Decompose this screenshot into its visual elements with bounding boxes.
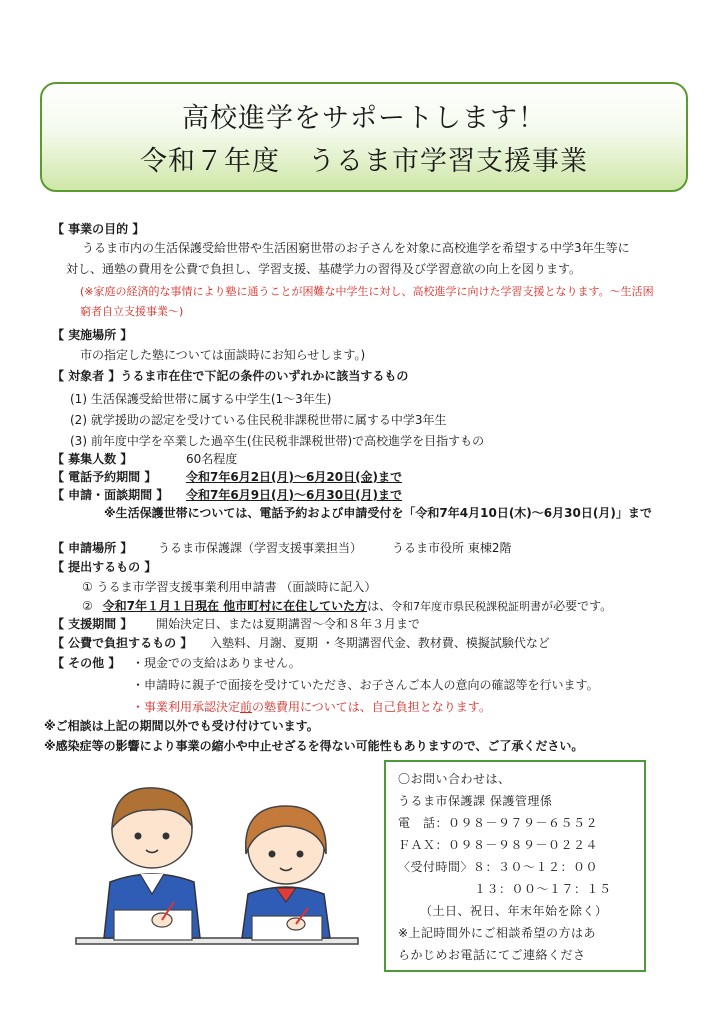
eligibility-item-3: (3) 前年度中学を卒業した過卒生(住民税非課税世帯)で高校進学を目指すもの bbox=[70, 434, 485, 448]
purpose-heading: 【 事業の目的 】 bbox=[52, 222, 145, 236]
recruit-value: 60名程度 bbox=[186, 452, 238, 466]
submit-item-2-condition: 令和7年１月１日現在 他市町村に在住していた方 bbox=[102, 599, 368, 613]
students-illustration bbox=[70, 770, 362, 970]
page-title: 高校進学をサポートします！ bbox=[182, 103, 546, 134]
other-item-3-c: の塾費用については、自己負担となります。 bbox=[252, 700, 491, 714]
other-item-3 bbox=[132, 699, 491, 715]
submit-item-2-mid: は、 bbox=[367, 599, 392, 613]
students-studying-icon bbox=[70, 770, 362, 970]
other-item-3-a: ・事業利用承認決定 bbox=[132, 700, 241, 714]
contact-fax: ＦＡＸ：０９８－９８９－０２２４ bbox=[398, 838, 599, 852]
contact-note-1: ※上記時間外にご相談希望の方はあ bbox=[398, 926, 597, 940]
venue-heading: 【 実施場所 】 bbox=[52, 328, 133, 342]
apply-place-value-2: うるま市役所 東棟2階 bbox=[392, 541, 512, 555]
title-banner bbox=[40, 82, 688, 192]
contact-hours-1: 〈受付時間〉８：３０～１２：００ bbox=[398, 860, 599, 874]
other-item-3-before: 前 bbox=[240, 700, 253, 714]
phone-period-label: 【 電話予約期間 】 bbox=[52, 470, 157, 484]
eligibility-item-1: (1) 生活保護受給世帯に属する中学生(1～3年生) bbox=[70, 392, 332, 406]
public-cost-label: 【 公費で負担するもの 】 bbox=[52, 636, 193, 650]
support-period-value: 開始決定日、または夏期講習～令和８年３月まで bbox=[156, 617, 421, 631]
purpose-note-1: (※家庭の経済的な事情により塾に通うことが困難な中学生に対し、高校進学に向けた学習支援となります。～生活困 bbox=[80, 285, 654, 298]
contact-note-2: らかじめお電話にてご連絡くださ bbox=[398, 948, 586, 962]
footnote-2: ※感染症等の影響により事業の縮小や中止せざるを得ない可能性もありますので、ご了承ください。 bbox=[44, 739, 584, 753]
support-period-label: 【 支援期間 】 bbox=[52, 617, 133, 631]
other-label: 【 その他 】 bbox=[52, 656, 121, 670]
eligibility-heading: 【 対象者 】うるま市在住で下記の条件のいずれかに該当するもの bbox=[52, 369, 409, 383]
submit-item-2 bbox=[82, 598, 612, 615]
contact-hours-2: １３：００～１７：１５ bbox=[474, 882, 612, 896]
submit-item-2-end: が必要です。 bbox=[541, 599, 613, 613]
page-subtitle: 令和７年度 うるま市学習支援事業 bbox=[140, 146, 588, 177]
interview-period-note: ※生活保護世帯については、電話予約および申請受付を「令和7年4月10日(木)～6月30日(月)」まで bbox=[104, 506, 652, 520]
submit-heading: 【 提出するもの 】 bbox=[52, 560, 157, 574]
submit-item-2-number: ② bbox=[82, 599, 93, 613]
venue-body: 市の指定した塾については面談時にお知らせします。) bbox=[80, 348, 366, 362]
contact-phone: 電 話：０９８－９７９－６５５２ bbox=[398, 816, 599, 830]
submit-item-1: ① うるま市学習支援事業利用申請書 （面談時に記入） bbox=[82, 580, 377, 594]
boy-student-icon bbox=[104, 788, 200, 940]
eligibility-item-2: (2) 就学援助の認定を受けている住民税非課税世帯に属する中学3年生 bbox=[70, 413, 447, 427]
apply-place-value-1: うるま市保護課（学習支援事業担当） bbox=[158, 541, 363, 555]
apply-place-label: 【 申請場所 】 bbox=[52, 541, 133, 555]
purpose-note-2: 窮者自立支援事業～) bbox=[80, 305, 184, 318]
public-cost-value: 入塾料、月謝、夏期 ・冬期講習代金、教材費、模擬試験代など bbox=[210, 636, 550, 650]
girl-student-icon bbox=[242, 806, 330, 940]
footnote-1: ※ご相談は上記の期間以外でも受け付けています。 bbox=[44, 719, 319, 733]
interview-period-value: 令和7年6月9日(月)～6月30日(月)まで bbox=[186, 488, 403, 502]
purpose-body-1: うるま市内の生活保護受給世帯や生活困窮世帯のお子さんを対象に高校進学を希望する中学3年生等に bbox=[82, 241, 630, 255]
phone-period-value: 令和7年6月2日(月)～6月20日(金)まで bbox=[186, 470, 403, 484]
recruit-label: 【 募集人数 】 bbox=[52, 452, 133, 466]
interview-period-label: 【 申請・面談期間 】 bbox=[52, 488, 169, 502]
contact-line-1: 〇お問い合わせは、 bbox=[398, 772, 511, 786]
other-item-1: ・現金での支給はありません。 bbox=[132, 656, 301, 670]
contact-closed-days: （土日、祝日、年末年始を除く） bbox=[420, 904, 608, 918]
contact-line-2: うるま市保護課 保護管理係 bbox=[398, 794, 553, 808]
other-item-2: ・申請時に親子で面接を受けていただき、お子さんご本人の意向の確認等を行います。 bbox=[132, 678, 599, 692]
submit-item-2-certificate: 令和7年度市県民税課税証明書 bbox=[391, 600, 542, 613]
purpose-body-2: 対し、通塾の費用を公費で負担し、学習支援、基礎学力の習得及び学習意欲の向上を図ります。 bbox=[66, 262, 582, 276]
contact-box bbox=[384, 760, 646, 972]
